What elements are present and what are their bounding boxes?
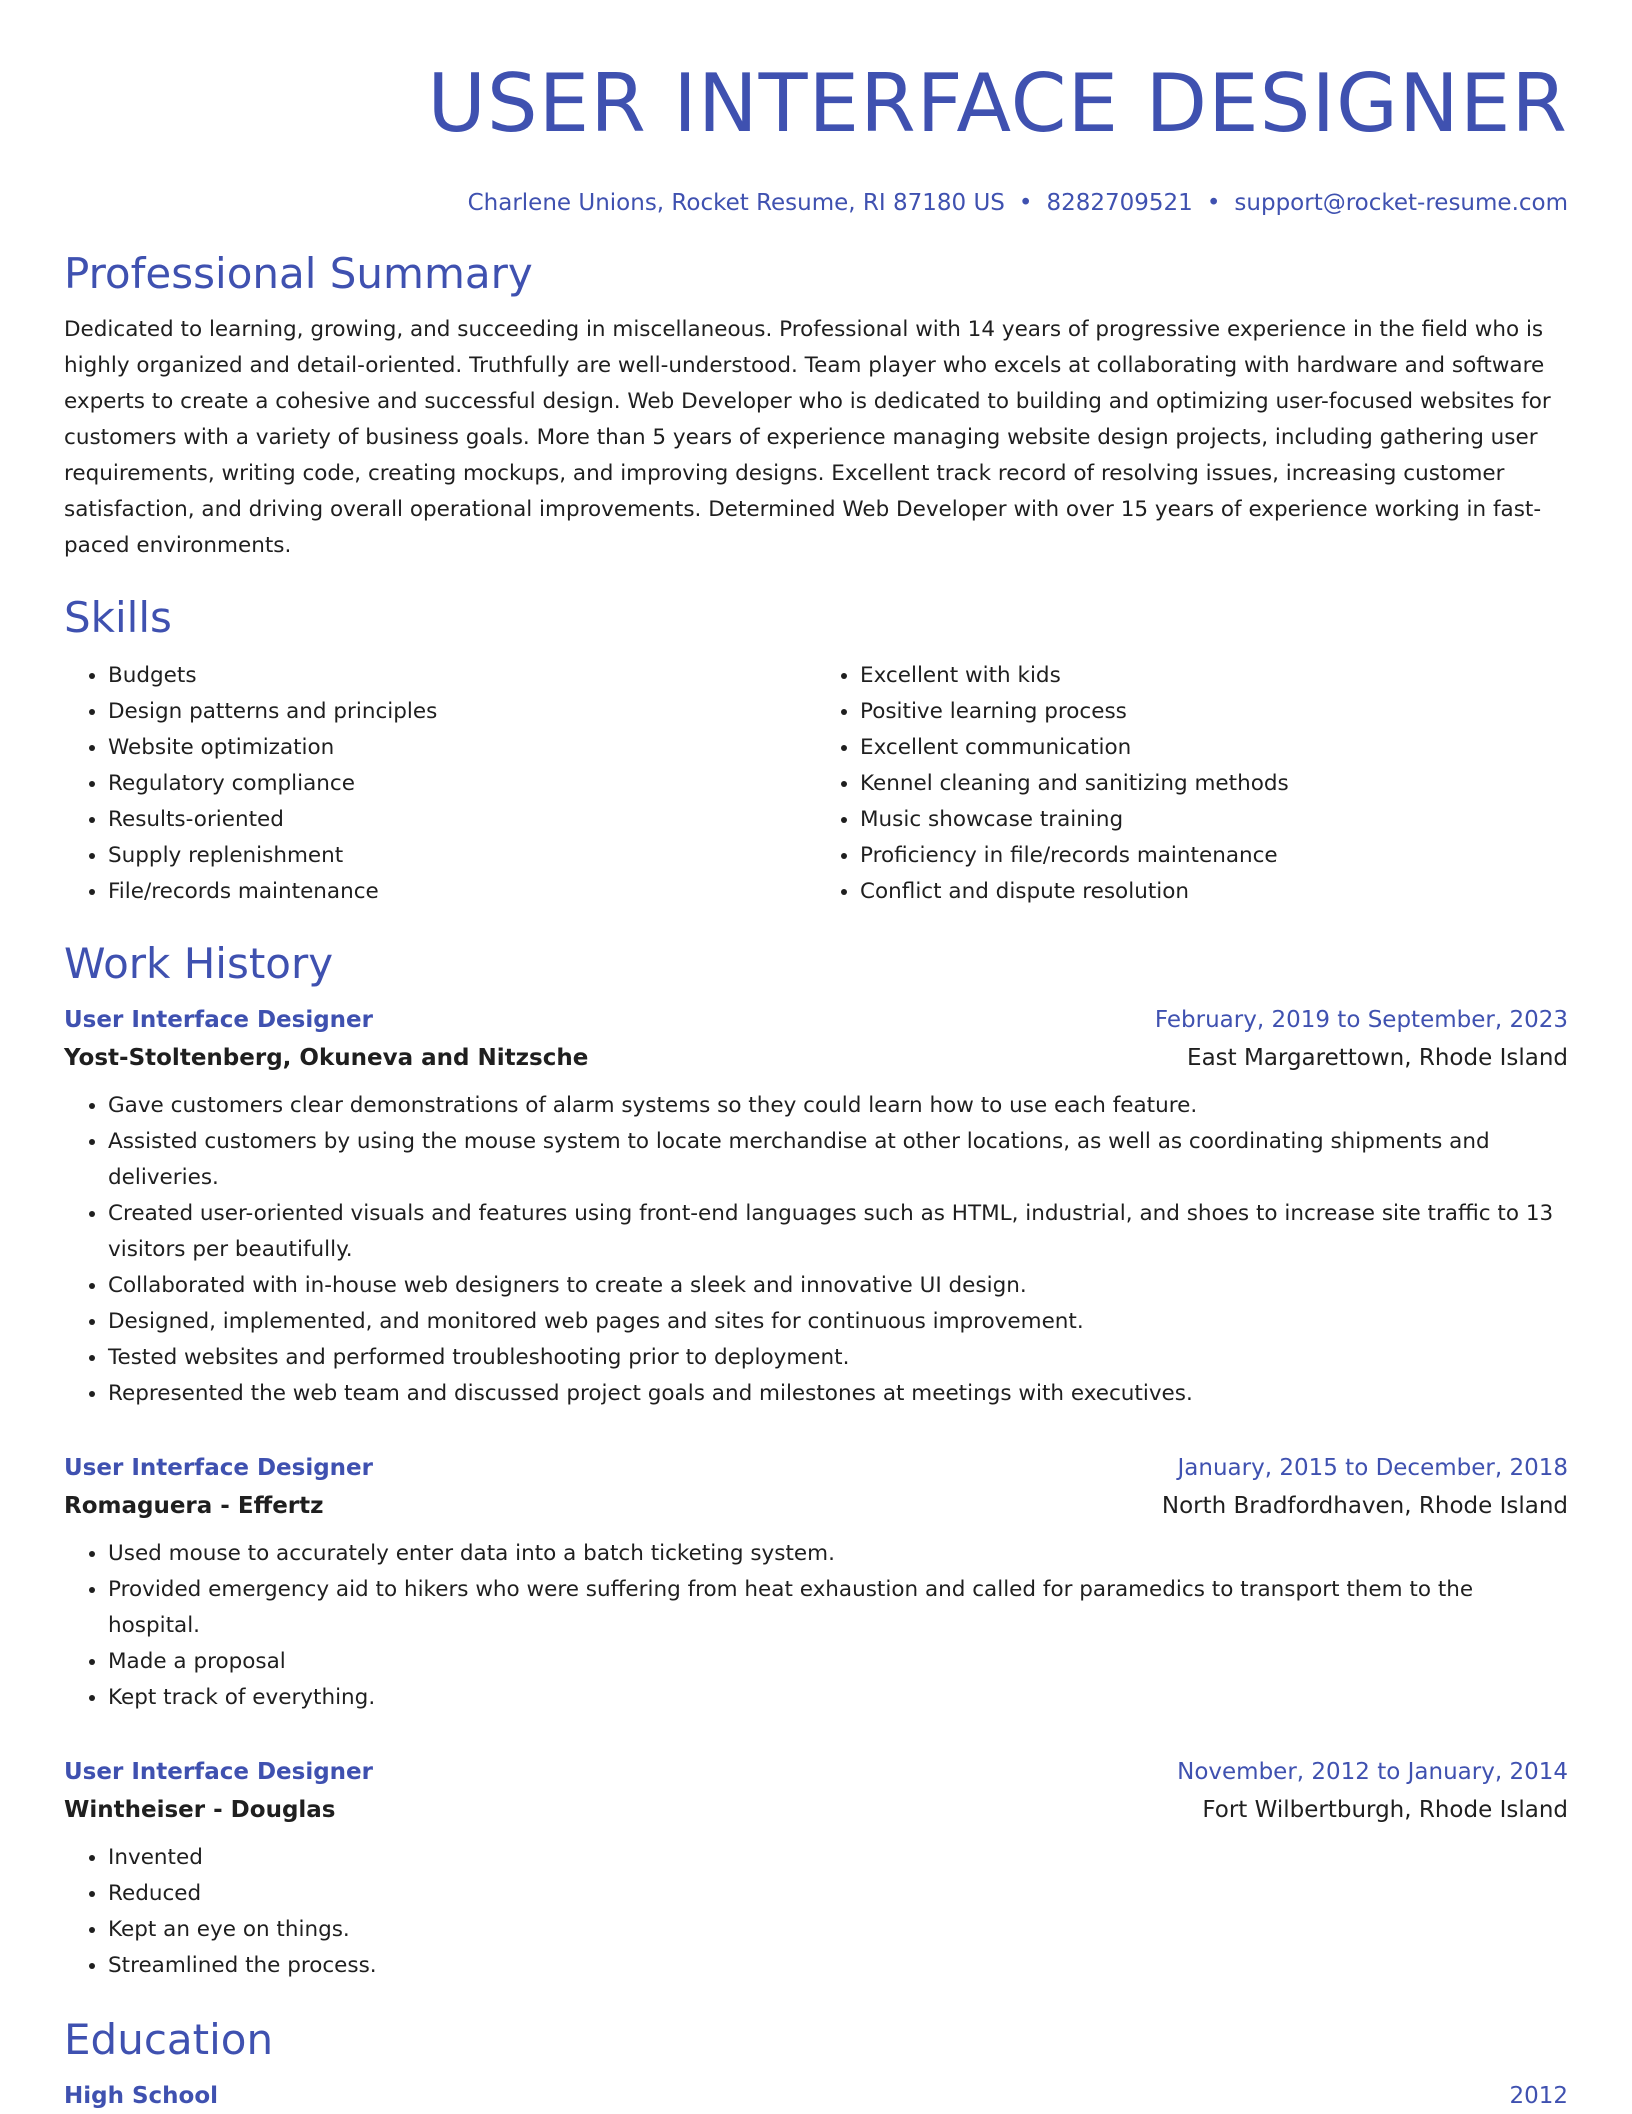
job-bullet: • Designed, implemented, and monitored web pages and sites for continuous improvement. [108, 1304, 1568, 1340]
job-company: Yost-Stoltenberg, Okuneva and Nitzsche [64, 1045, 589, 1071]
section-title-education: Education [64, 2015, 274, 2064]
job-dates: January, 2015 to December, 2018 [1177, 1455, 1568, 1481]
skills-list-left [64, 658, 816, 910]
job-bullet: • Invented [108, 1840, 1568, 1876]
section-title-work-history: Work History [64, 939, 334, 988]
job-role: User Interface Designer [64, 1759, 373, 1785]
contact-phone: 8282709521 [1046, 190, 1193, 216]
job-bullets [64, 1536, 1568, 1716]
job-bullets [64, 1840, 1568, 1984]
job-entry [64, 1450, 1568, 1716]
job-subheader [64, 1038, 1568, 1078]
skill-item: • Results-oriented [108, 802, 816, 838]
section-title-skills: Skills [64, 593, 172, 642]
job-subheader [64, 1790, 1568, 1830]
job-bullet: • Kept track of everything. [108, 1680, 1568, 1716]
skill-item: • Website optimization [108, 730, 816, 766]
skill-item: • Regulatory compliance [108, 766, 816, 802]
skills-columns [64, 658, 1568, 910]
skill-item: • Positive learning process [860, 694, 1568, 730]
skill-item: • Conflict and dispute resolution [860, 874, 1568, 910]
contact-separator: • [1206, 190, 1221, 216]
job-header [64, 1002, 1568, 1038]
section-title-summary: Professional Summary [64, 249, 533, 298]
job-subheader [64, 1486, 1568, 1526]
job-dates: February, 2019 to September, 2023 [1154, 1007, 1568, 1033]
skill-item: • Kennel cleaning and sanitizing methods [860, 766, 1568, 802]
job-entry [64, 1754, 1568, 1984]
skill-item: • Budgets [108, 658, 816, 694]
contact-separator: • [1018, 190, 1033, 216]
job-bullet: • Streamlined the process. [108, 1948, 1568, 1984]
job-bullet: • Gave customers clear demonstrations of alarm systems so they could learn how to use each feature. [108, 1088, 1568, 1124]
skills-list-right [816, 658, 1568, 910]
job-bullet: • Represented the web team and discussed project goals and milestones at meetings with executives. [108, 1376, 1568, 1412]
job-bullets [64, 1088, 1568, 1412]
job-header [64, 1450, 1568, 1486]
summary-text: Dedicated to learning, growing, and succeeding in miscellaneous. Professional with 14 years of progressive experience in the field who is highly organized and detail-oriented. Truthfully are well-understood. Team player who excels at collaborating with hardware and software experts to create a cohesive and successful design. Web Developer who is dedicated to building and optimizing user-focused websites for customers with a variety of business goals. More than 5 years of experience managing website design projects, including gathering user requirements, writing code, creating mockups, and improving designs. Excellent track record of resolving issues, increasing customer satisfaction, and driving overall operational improvements. Determined Web Developer with over 15 years of experience working in fast-paced environments. [64, 317, 1551, 558]
job-company: Romaguera - Effertz [64, 1493, 324, 1519]
job-bullet: • Collaborated with in-house web designers to create a sleek and innovative UI design. [108, 1268, 1568, 1304]
job-bullet: • Provided emergency aid to hikers who were suffering from heat exhaustion and called for paramedics to transport them to the hospital. [108, 1572, 1568, 1644]
skill-item: • Supply replenishment [108, 838, 816, 874]
skill-item: • Design patterns and principles [108, 694, 816, 730]
job-company: Wintheiser - Douglas [64, 1797, 336, 1823]
job-role: User Interface Designer [64, 1007, 373, 1033]
job-role: User Interface Designer [64, 1455, 373, 1481]
job-location: North Bradfordhaven, Rhode Island [1161, 1493, 1568, 1519]
contact-address: Charlene Unions, Rocket Resume, RI 87180 US [467, 190, 1005, 216]
job-bullet: • Assisted customers by using the mouse system to locate merchandise at other locations, as well as coordinating shipments and deliveries. [108, 1124, 1568, 1196]
job-bullet: • Created user-oriented visuals and features using front-end languages such as HTML, industrial, and shoes to increase site traffic to 13 visitors per beautifully. [108, 1196, 1568, 1268]
job-location: East Margarettown, Rhode Island [1187, 1045, 1568, 1071]
skill-item: • File/records maintenance [108, 874, 816, 910]
resume-title: USER INTERFACE DESIGNER [427, 57, 1568, 150]
job-bullet: • Kept an eye on things. [108, 1912, 1568, 1948]
job-bullet: • Reduced [108, 1876, 1568, 1912]
education-degree: High School [64, 2083, 219, 2109]
job-entry [64, 1002, 1568, 1412]
skill-item: • Music showcase training [860, 802, 1568, 838]
job-bullet: • Used mouse to accurately enter data into a batch ticketing system. [108, 1536, 1568, 1572]
job-bullet: • Tested websites and performed troubleshooting prior to deployment. [108, 1340, 1568, 1376]
job-bullet: • Made a proposal [108, 1644, 1568, 1680]
education-entry [64, 2078, 1568, 2114]
skill-item: • Excellent with kids [860, 658, 1568, 694]
contact-line [64, 186, 1568, 220]
job-header [64, 1754, 1568, 1790]
skill-item: • Proficiency in file/records maintenance [860, 838, 1568, 874]
education-year: 2012 [1509, 2083, 1568, 2109]
job-dates: November, 2012 to January, 2014 [1177, 1759, 1568, 1785]
contact-email[interactable]: support@rocket-resume.com [1234, 190, 1568, 216]
skill-item: • Excellent communication [860, 730, 1568, 766]
job-location: Fort Wilbertburgh, Rhode Island [1202, 1797, 1568, 1823]
